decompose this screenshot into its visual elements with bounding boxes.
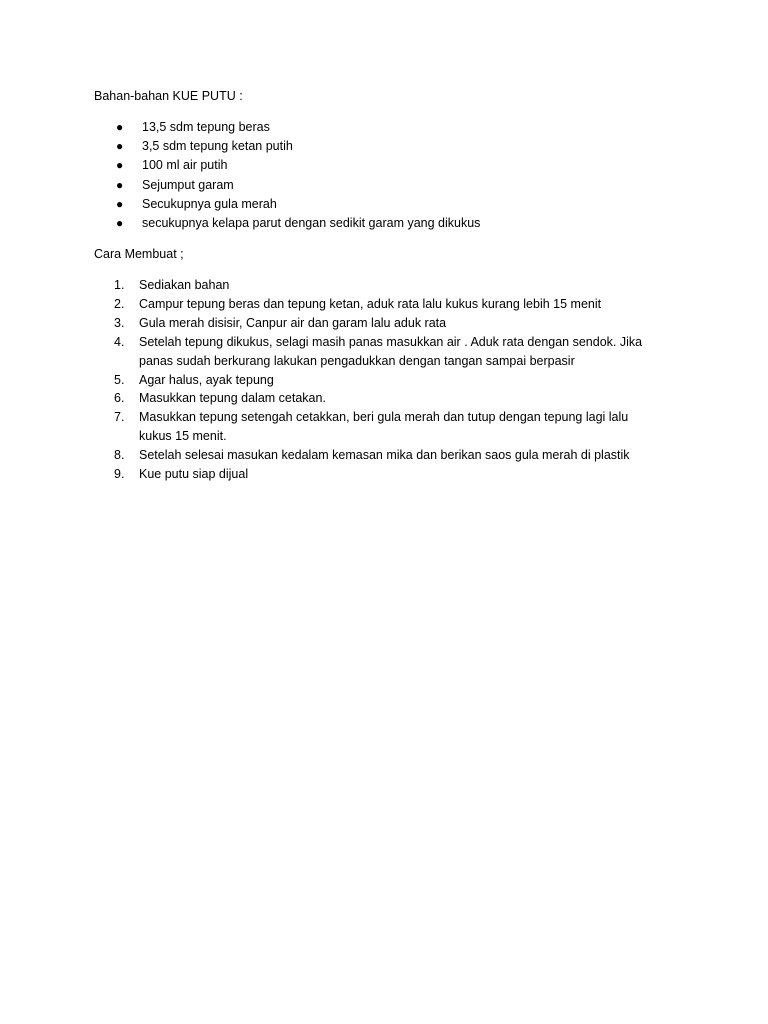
ingredient-text: Sejumput garam [142, 177, 234, 192]
ingredients-heading: Bahan-bahan KUE PUTU : [94, 89, 243, 103]
bullet-icon: ● [116, 139, 124, 154]
step-text: Agar halus, ayak tepung [139, 372, 274, 387]
step-number: 3. [114, 315, 125, 330]
list-item [0, 408, 700, 446]
step-text: Campur tepung beras dan tepung ketan, aduk rata lalu kukus kurang lebih 15 menit [139, 296, 602, 311]
list-item [0, 371, 700, 390]
steps-list [0, 276, 700, 484]
step-number: 1. [114, 278, 125, 292]
list-item [0, 295, 700, 314]
list-item [0, 276, 700, 295]
ingredient-text: 13,5 sdm tepung beras [142, 120, 270, 134]
step-number: 8. [114, 448, 125, 463]
bullet-icon: ● [116, 177, 124, 192]
step-number: 2. [114, 296, 125, 311]
step-text: Gula merah disisir, Canpur air dan garam lalu aduk rata [139, 315, 447, 330]
step-number: 9. [114, 467, 125, 482]
list-item [0, 446, 700, 465]
step-text: Setelah tepung dikukus, selagi masih panas masukkan air . Aduk rata dengan sendok. Jika panas sudah berkurang lakukan pengadukkan dengan tangan sampai berpasir [139, 334, 643, 368]
step-text: Sediakan bahan [139, 278, 230, 292]
list-item [0, 389, 700, 408]
step-text: Masukkan tepung dalam cetakan. [139, 391, 326, 406]
step-number: 5. [114, 372, 125, 387]
step-text: Kue putu siap dijual [139, 467, 249, 482]
bullet-icon: ● [116, 215, 124, 230]
bullet-icon: ● [116, 120, 124, 134]
ingredient-text: 3,5 sdm tepung ketan putih [142, 139, 293, 154]
ingredient-text: 100 ml air putih [142, 158, 228, 173]
step-number: 6. [114, 391, 125, 406]
list-item [0, 465, 700, 484]
step-text: Masukkan tepung setengah cetakkan, beri gula merah dan tutup dengan tepung lagi lalu kukus 15 menit. [139, 410, 629, 444]
bullet-icon: ● [116, 158, 124, 173]
step-text: Setelah selesai masukan kedalam kemasan mika dan berikan saos gula merah di plastik [139, 448, 630, 463]
list-item [0, 333, 700, 371]
step-number: 7. [114, 410, 125, 425]
step-number: 4. [114, 334, 125, 349]
ingredient-text: secukupnya kelapa parut dengan sedikit garam yang dikukus [142, 215, 481, 230]
list-item [0, 314, 700, 333]
bullet-icon: ● [116, 196, 124, 211]
steps-heading: Cara Membuat ; [94, 247, 184, 261]
ingredient-text: Secukupnya gula merah [142, 196, 277, 211]
